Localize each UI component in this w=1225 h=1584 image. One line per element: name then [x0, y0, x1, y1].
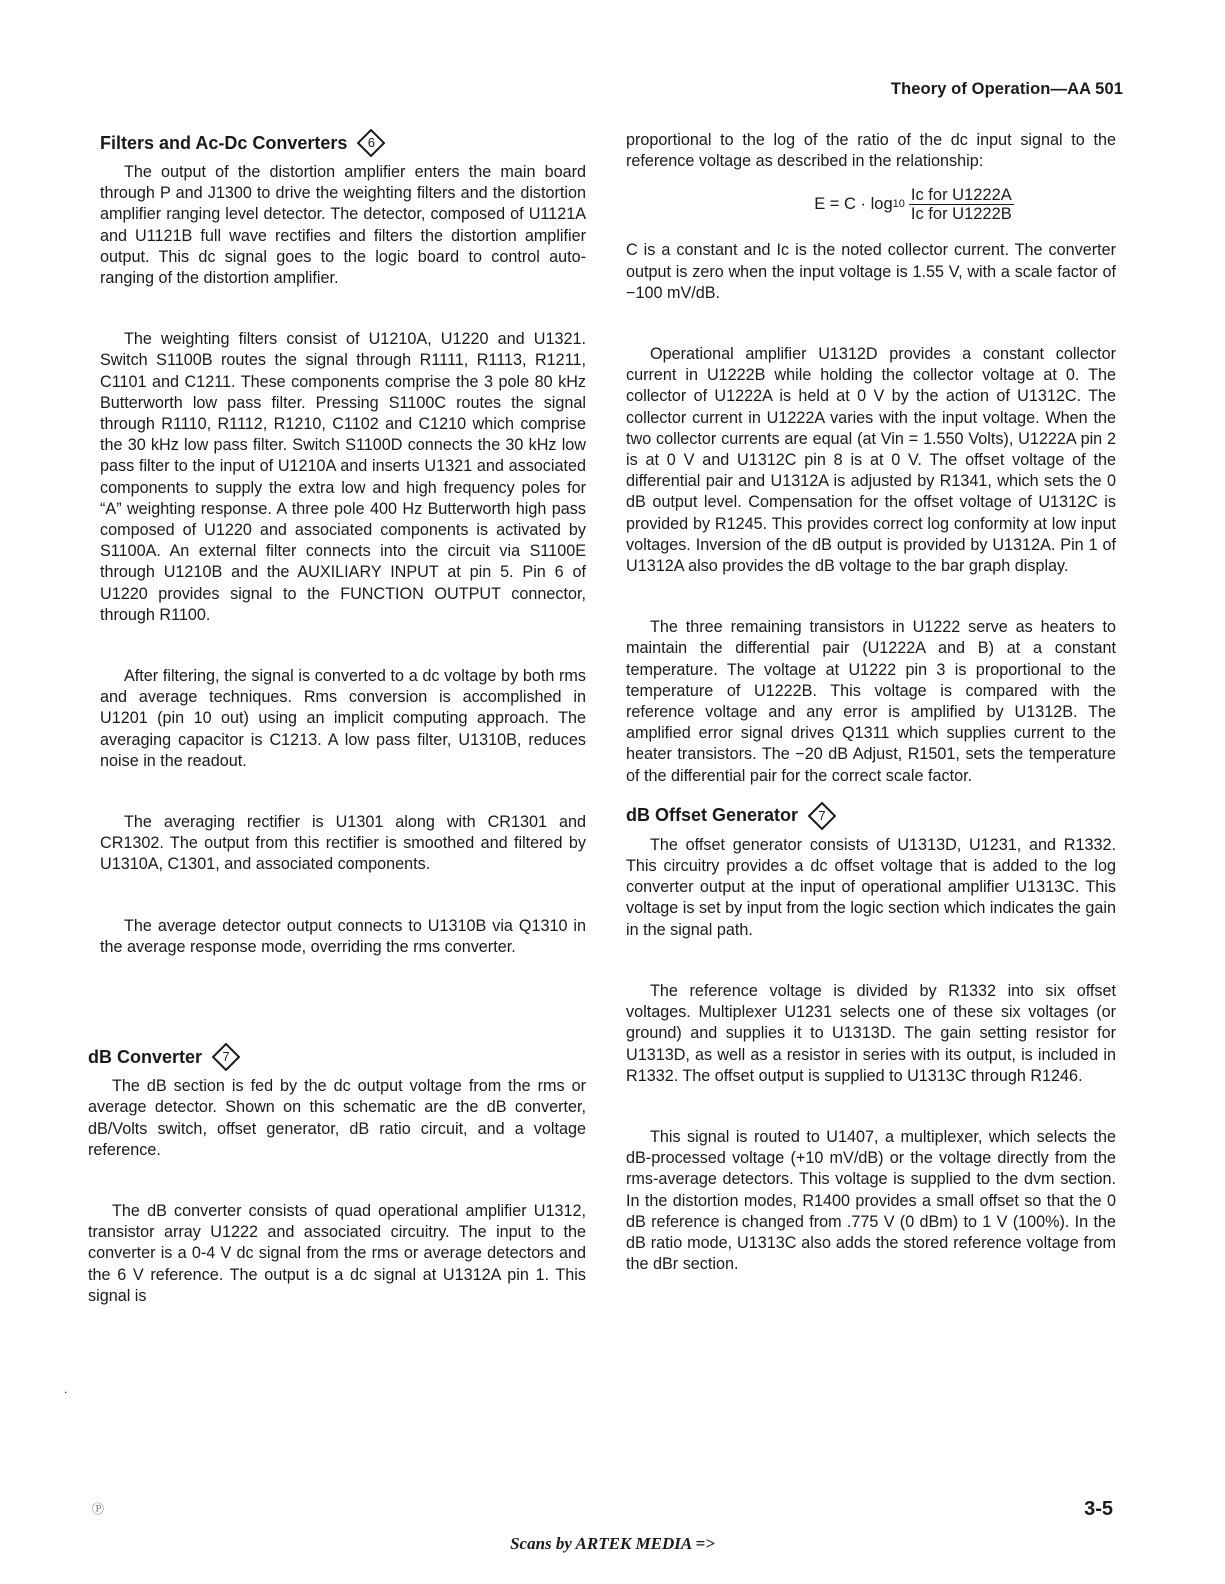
- paragraph: The output of the distortion amplifier enters the main board through P and J1300 to drive the weighting filters and the distortion amplifier ranging level detector. The detector, composed of U1121A and U1121B full wave rectifies and filters the distortion amplifier output. This dc signal goes to the logic board to control auto-ranging of the distortion amplifier.: [100, 163, 586, 288]
- badge-number: 7: [222, 1049, 230, 1065]
- page-header: Theory of Operation—AA 501: [890, 80, 1123, 98]
- formula-lhs: E = C · log: [814, 194, 893, 213]
- page-number: 3-5: [1084, 1498, 1113, 1520]
- formula-denominator: Ic for U1222B: [910, 204, 1012, 223]
- paragraph: The three remaining transistors in U1222 serve as heaters to maintain the differential pair (U1222A and B) at a constant temperature. The voltage at U1222 pin 3 is proportional to the temperature of U1222B. This voltage is compared with the reference voltage and any error is amplified by U1312B. The amplified error signal drives Q1311 which supplies current to the heater transistors. The −20 dB Adjust, R1501, sets the temperature of the differential pair for the correct scale factor.: [626, 618, 1116, 785]
- margin-dot: .: [64, 1382, 68, 1396]
- paragraph: The dB section is fed by the dc output voltage from the rms or average detector. Shown on this schematic are the dB converter, dB/Volts switch, offset generator, dB ratio circuit, and a voltage reference.: [88, 1077, 586, 1159]
- heading-text: Filters and Ac-Dc Converters: [100, 132, 348, 153]
- footer-mark: Ⓟ: [92, 1502, 105, 1516]
- section-heading-db-converter: [88, 1042, 586, 1072]
- right-column: [626, 130, 1116, 1275]
- paragraph: The weighting filters consist of U1210A, U1220 and U1321. Switch S1100B routes the signal through R1111, R1113, R1211, C1101 and C1211. These components comprise the 3 pole 80 kHz Butterworth low pass filter. Pressing S1100C routes the signal through R1110, R1112, R1210, C1102 and C1210 which comprise the 30 kHz low pass filter. Switch S1100D connects the 30 kHz low pass filter to the input of U1210A and inserts U1321 and associated components to supply the extra low and high frequency poles for “A” weighting response. A three pole 400 Hz Butterworth high pass composed of U1220 and associated components is activated by S1100A. An external filter connects into the circuit via S1100E through U1210B and the AUXILIARY INPUT at pin 5. Pin 6 of U1220 provides signal to the FUNCTION OUTPUT connector, through R1100.: [100, 330, 586, 624]
- diamond-badge-icon: [808, 802, 836, 830]
- left-column: [88, 128, 586, 1307]
- diamond-badge-icon: [357, 129, 385, 157]
- heading-text: dB Offset Generator: [626, 805, 799, 826]
- paragraph: C is a constant and Ic is the noted collector current. The converter output is zero when the input voltage is 1.55 V, with a scale factor of −100 mV/dB.: [626, 241, 1116, 302]
- badge-number: 7: [818, 807, 826, 823]
- formula-subscript: 10: [892, 198, 905, 211]
- paragraph: The offset generator consists of U1313D, U1231, and R1332. This circuitry provides a dc offset voltage that is added to the log converter output at the input of operational amplifier U1313C. This voltage is set by input from the logic section which indicates the gain in the signal path.: [626, 835, 1116, 939]
- diamond-badge-icon: [212, 1043, 240, 1071]
- paragraph: This signal is routed to U1407, a multiplexer, which selects the dB-processed voltage (+10 mV/dB) or the voltage directly from the rms-average detectors. This voltage is supplied to the dvm section. In the distortion modes, R1400 provides a small offset so that the 0 dB reference is changed from .775 V (0 dBm) to 1 V (100%). In the dB ratio mode, U1313C also adds the stored reference voltage from the dBr section.: [626, 1127, 1116, 1274]
- formula-numerator: Ic for U1222A: [910, 185, 1012, 204]
- formula-fraction: [909, 186, 1014, 223]
- section-heading-filters: [100, 128, 586, 158]
- paragraph: After filtering, the signal is converted to a dc voltage by both rms and average techniques. Rms conversion is accomplished in U1201 (pin 10 out) using an implicit computing approach. The averaging capacitor is C1213. A low pass filter, U1310B, reduces noise in the readout.: [100, 667, 586, 770]
- paragraph: The reference voltage is divided by R1332 into six offset voltages. Multiplexer U1231 selects one of these six voltages (or ground) and supplies it to U1313D. The gain setting resistor for U1313D, as well as a resistor in series with its output, is included in R1332. The offset output is supplied to U1313C through R1246.: [626, 981, 1116, 1085]
- paragraph: proportional to the log of the ratio of the dc input signal to the reference voltage as described in the relationship:: [626, 131, 1116, 171]
- paragraph: The averaging rectifier is U1301 along with CR1301 and CR1302. The output from this rectifier is smoothed and filtered by U1310A, C1301, and associated components.: [100, 813, 586, 874]
- log-formula: [712, 182, 1116, 226]
- section-heading-db-offset-generator: [626, 801, 1116, 831]
- paragraph: Operational amplifier U1312D provides a constant collector current in U1222B while holding the collector voltage at 0. The collector of U1222A is held at 0 V by the action of U1312C. The collector current in U1222A varies with the input voltage. When the two collector currents are equal (at Vin = 1.550 Volts), U1222A pin 2 is at 0 V and U1312C pin 8 is at 0 V. The offset voltage of the differential pair and U1312A is adjusted by R1341, which sets the 0 dB output level. Compensation for the offset voltage of U1312C is provided by R1245. This provides correct log conformity at low input voltages. Inversion of the dB output is provided by U1312A. Pin 1 of U1312A also provides the dB voltage to the bar graph display.: [626, 345, 1116, 576]
- paragraph: The average detector output connects to U1310B via Q1310 in the average response mode, overriding the rms converter.: [100, 916, 586, 956]
- heading-text: dB Converter: [88, 1046, 203, 1067]
- paragraph: The dB converter consists of quad operational amplifier U1312, transistor array U1222 and associated circuitry. The input to the converter is a 0-4 V dc signal from the rms or average detectors and the 6 V reference. The output is a dc signal at U1312A pin 1. This signal is: [88, 1201, 586, 1305]
- badge-number: 6: [367, 135, 376, 150]
- scan-credit: Scans by ARTEK MEDIA =>: [510, 1534, 715, 1553]
